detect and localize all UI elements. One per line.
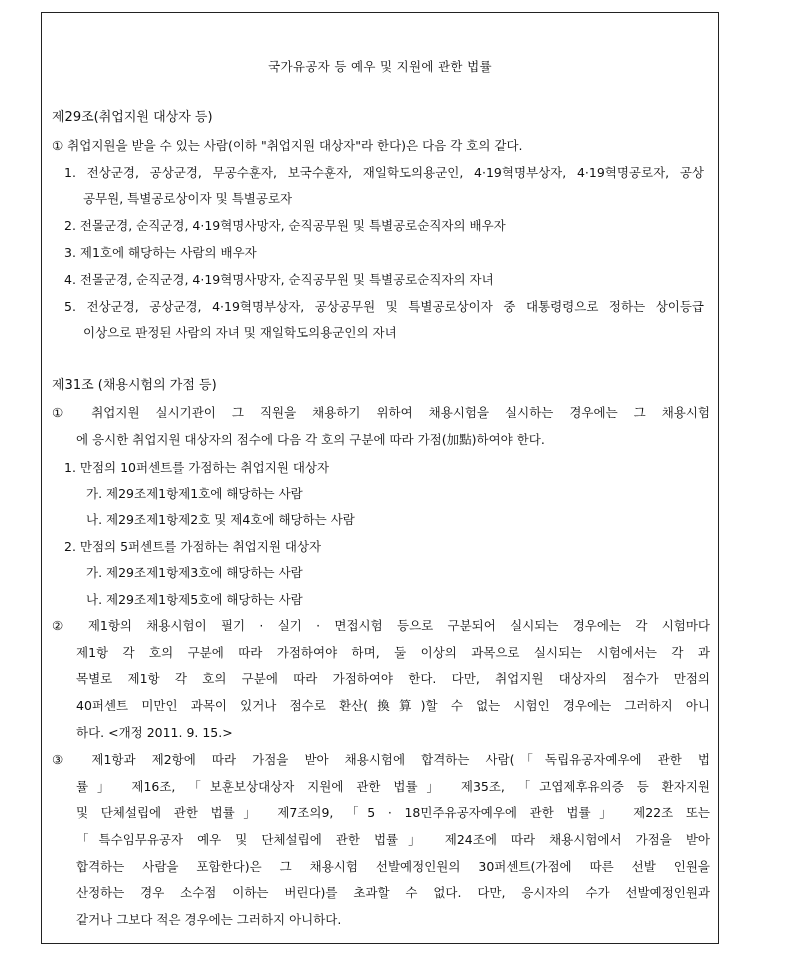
article-29-heading: 제29조(취업지원 대상자 등): [52, 110, 213, 125]
article-29-item-2: 2. 전몰군경, 순직군경, 4·19혁명사망자, 순직공무원 및 특별공로순직자의 배우자: [64, 218, 506, 233]
article-31-paragraph-3-line-6: 산정하는 경우 소수점 이하는 버린다)를 초과할 수 없다. 다만, 응시자의 수가 선발예정인원과: [76, 885, 710, 900]
article-29-item-5: 5. 전상군경, 공상군경, 4·19혁명부상자, 공상공무원 및 특별공로상이자 중 대통령령으로 정하는 상이등급: [64, 299, 704, 314]
article-29-item-4: 4. 전몰군경, 순직군경, 4·19혁명사망자, 순직공무원 및 특별공로순직자의 자녀: [64, 272, 494, 287]
article-31-item-1-a: 가. 제29조제1항제1호에 해당하는 사람: [86, 486, 303, 501]
document-title: 국가유공자 등 예우 및 지원에 관한 법률: [268, 59, 492, 74]
document-frame: [41, 12, 719, 944]
article-31-paragraph-3-line-3: 및 단체설립에 관한 법률」 제7조의9, 「5 · 18민주유공자예우에 관한 법률」 제22조 또는: [76, 805, 710, 820]
article-31-item-1: 1. 만점의 10퍼센트를 가점하는 취업지원 대상자: [64, 460, 330, 475]
article-31-paragraph-2-line-3: 목별로 제1항 각 호의 구분에 따라 가점하여야 한다. 다만, 취업지원 대상자의 점수가 만점의: [76, 671, 710, 686]
article-31-paragraph-2-line-1: ② 제1항의 채용시험이 필기 · 실기 · 면접시험 등으로 구분되어 실시되는 경우에는 각 시험마다: [52, 618, 710, 633]
article-31-paragraph-3-line-4: 「특수임무유공자 예우 및 단체설립에 관한 법률」 제24조에 따라 채용시험에서 가점을 받아: [76, 832, 710, 847]
article-31-item-2-b: 나. 제29조제1항제5호에 해당하는 사람: [86, 592, 303, 607]
article-31-paragraph-3-line-7: 같거나 그보다 적은 경우에는 그러하지 아니하다.: [76, 912, 342, 927]
article-31-paragraph-3-line-2: 률」 제16조, 「보훈보상대상자 지원에 관한 법률」 제35조, 「고엽제후유의증 등 환자지원: [76, 779, 710, 794]
article-31-paragraph-1-line-1: ① 취업지원 실시기관이 그 직원을 채용하기 위하여 채용시험을 실시하는 경우에는 그 채용시험: [52, 405, 710, 420]
article-31-paragraph-3-line-1: ③ 제1항과 제2항에 따라 가점을 받아 채용시험에 합격하는 사람(「독립유공자예우에 관한 법: [52, 752, 710, 767]
article-29-item-5-cont: 이상으로 판정된 사람의 자녀 및 재일학도의용군인의 자녀: [83, 325, 397, 340]
article-31-paragraph-2-line-2: 제1항 각 호의 구분에 따라 가점하여야 하며, 둘 이상의 과목으로 실시되는 시험에서는 각 과: [76, 645, 710, 660]
article-31-paragraph-2-line-4: 40퍼센트 미만인 과목이 있거나 점수로 환산(換算)할 수 없는 시험인 경우에는 그러하지 아니: [76, 698, 710, 713]
article-31-item-2-a: 가. 제29조제1항제3호에 해당하는 사람: [86, 565, 303, 580]
article-31-heading: 제31조 (채용시험의 가점 등): [52, 378, 217, 393]
article-29-item-1-cont: 공무원, 특별공로상이자 및 특별공로자: [83, 191, 293, 206]
article-31-paragraph-1-line-2: 에 응시한 취업지원 대상자의 점수에 다음 각 호의 구분에 따라 가점(加點)하여야 한다.: [76, 432, 545, 447]
article-31-item-2: 2. 만점의 5퍼센트를 가점하는 취업지원 대상자: [64, 539, 322, 554]
article-31-item-1-b: 나. 제29조제1항제2호 및 제4호에 해당하는 사람: [86, 512, 355, 527]
article-29-item-3: 3. 제1호에 해당하는 사람의 배우자: [64, 245, 257, 260]
article-31-paragraph-2-line-5: 하다. <개정 2011. 9. 15.>: [76, 725, 233, 740]
article-29-paragraph-1: ① 취업지원을 받을 수 있는 사람(이하 "취업지원 대상자"라 한다)은 다음 각 호의 같다.: [52, 138, 523, 153]
article-31-paragraph-3-line-5: 합격하는 사람을 포함한다)은 그 채용시험 선발예정인원의 30퍼센트(가점에 따른 선발 인원을: [76, 859, 710, 874]
article-29-item-1: 1. 전상군경, 공상군경, 무공수훈자, 보국수훈자, 재일학도의용군인, 4·19혁명부상자, 4·19혁명공로자, 공상: [64, 165, 704, 180]
